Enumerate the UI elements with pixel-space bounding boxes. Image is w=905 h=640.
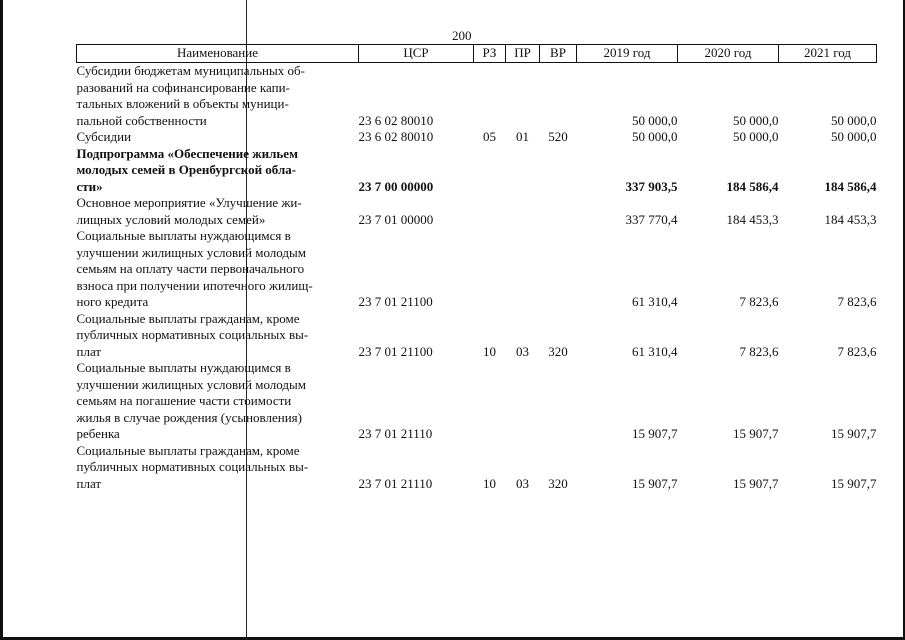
cell-pr bbox=[506, 195, 540, 228]
cell-y2020: 50 000,0 bbox=[733, 129, 779, 144]
cell-pr: 03 bbox=[516, 475, 529, 491]
cell-csr: 23 7 00 00000 bbox=[358, 178, 434, 194]
page-number: 200 bbox=[452, 28, 472, 43]
table-row bbox=[77, 228, 877, 311]
header-csr: ЦСР bbox=[359, 45, 474, 63]
cell-vr bbox=[540, 146, 577, 196]
cell-y2021: 7 823,6 bbox=[837, 294, 877, 309]
cell-vr: 520 bbox=[548, 129, 568, 144]
table-row bbox=[77, 129, 877, 146]
cell-rz bbox=[474, 360, 506, 443]
cell-y2021: 15 907,7 bbox=[831, 426, 877, 441]
table-row bbox=[77, 360, 877, 443]
cell-rz bbox=[474, 195, 506, 228]
cell-y2019: 337 770,4 bbox=[625, 211, 678, 227]
cell-vr: 320 bbox=[548, 475, 568, 491]
cell-y2021: 7 823,6 bbox=[837, 343, 877, 359]
cell-pr: 03 bbox=[516, 343, 529, 359]
cell-pr: 01 bbox=[516, 129, 529, 144]
cell-pr bbox=[506, 228, 540, 311]
cell-vr bbox=[540, 195, 577, 228]
table-header-row bbox=[77, 45, 877, 63]
cell-pr bbox=[506, 146, 540, 196]
table-row bbox=[77, 146, 877, 196]
header-name: Наименование bbox=[77, 45, 359, 63]
table-row bbox=[77, 195, 877, 228]
cell-y2019: 61 310,4 bbox=[632, 343, 678, 359]
header-2021: 2021 год bbox=[779, 45, 877, 63]
cell-rz: 10 bbox=[483, 343, 496, 359]
cell-vr: 320 bbox=[548, 343, 568, 359]
cell-y2020: 7 823,6 bbox=[739, 294, 779, 309]
cell-y2019: 15 907,7 bbox=[632, 426, 678, 441]
cell-name: Социальные выплаты нуждающимся в улучшении жилищных условий молодым семьям на погашение части стоимости жилья в случае рождения (усыновления) ребенка bbox=[76, 360, 306, 441]
header-2019: 2019 год bbox=[577, 45, 678, 63]
cell-csr: 23 7 01 21100 bbox=[358, 294, 433, 309]
cell-csr: 23 6 02 80010 bbox=[358, 112, 434, 128]
cell-rz bbox=[474, 228, 506, 311]
cell-y2020: 15 907,7 bbox=[733, 426, 779, 441]
table-row bbox=[77, 63, 877, 130]
cell-y2020: 15 907,7 bbox=[733, 475, 779, 491]
cell-csr: 23 7 01 00000 bbox=[358, 211, 434, 227]
budget-table bbox=[76, 44, 877, 492]
cell-name: Подпрограмма «Обеспечение жильем молодых семей в Оренбургской обла- сти» bbox=[76, 145, 298, 194]
cell-y2021: 50 000,0 bbox=[831, 129, 877, 144]
cell-vr bbox=[540, 63, 577, 130]
cell-y2019: 337 903,5 bbox=[625, 178, 678, 194]
cell-y2020: 184 453,3 bbox=[726, 211, 779, 227]
cell-csr: 23 7 01 21110 bbox=[358, 475, 433, 491]
cell-vr bbox=[540, 228, 577, 311]
cell-y2019: 15 907,7 bbox=[632, 475, 678, 491]
cell-y2021: 184 586,4 bbox=[824, 178, 877, 194]
cell-y2020: 7 823,6 bbox=[739, 343, 779, 359]
cell-csr: 23 7 01 21110 bbox=[358, 426, 433, 441]
header-rz: РЗ bbox=[474, 45, 506, 63]
table-row bbox=[77, 311, 877, 361]
header-2020: 2020 год bbox=[678, 45, 779, 63]
cell-pr bbox=[506, 360, 540, 443]
cell-y2020: 184 586,4 bbox=[726, 178, 779, 194]
header-pr: ПР bbox=[506, 45, 540, 63]
cell-csr: 23 6 02 80010 bbox=[358, 129, 434, 144]
cell-name: Социальные выплаты гражданам, кроме публичных нормативных социальных вы- плат bbox=[76, 310, 309, 359]
cell-y2019: 61 310,4 bbox=[632, 294, 678, 309]
cell-y2019: 50 000,0 bbox=[632, 112, 678, 128]
cell-y2021: 50 000,0 bbox=[831, 112, 877, 128]
cell-csr: 23 7 01 21100 bbox=[358, 343, 433, 359]
cell-y2019: 50 000,0 bbox=[632, 129, 678, 144]
cell-name: Социальные выплаты гражданам, кроме публичных нормативных социальных вы- плат bbox=[76, 442, 309, 491]
cell-y2020: 50 000,0 bbox=[733, 112, 779, 128]
cell-rz bbox=[474, 63, 506, 130]
cell-name: Субсидии bbox=[76, 129, 132, 144]
cell-rz: 05 bbox=[483, 129, 496, 144]
cell-y2021: 184 453,3 bbox=[824, 211, 877, 227]
cell-pr bbox=[506, 63, 540, 130]
header-vr: ВР bbox=[540, 45, 577, 63]
cell-y2021: 15 907,7 bbox=[831, 475, 877, 491]
cell-name: Субсидии бюджетам муниципальных об- разований на софинансирование капи- тальных вложений в объекты муници- пальной собственности bbox=[76, 63, 305, 128]
cell-name: Основное мероприятие «Улучшение жи- лищных условий молодых семей» bbox=[76, 195, 302, 227]
table-row bbox=[77, 443, 877, 493]
cell-vr bbox=[540, 360, 577, 443]
cell-rz bbox=[474, 146, 506, 196]
cell-rz: 10 bbox=[483, 475, 496, 491]
cell-name: Социальные выплаты нуждающимся в улучшении жилищных условий молодым семьям на оплату части первоначального взноса при получении ипотечного жилищ- ного кредита bbox=[76, 228, 313, 309]
